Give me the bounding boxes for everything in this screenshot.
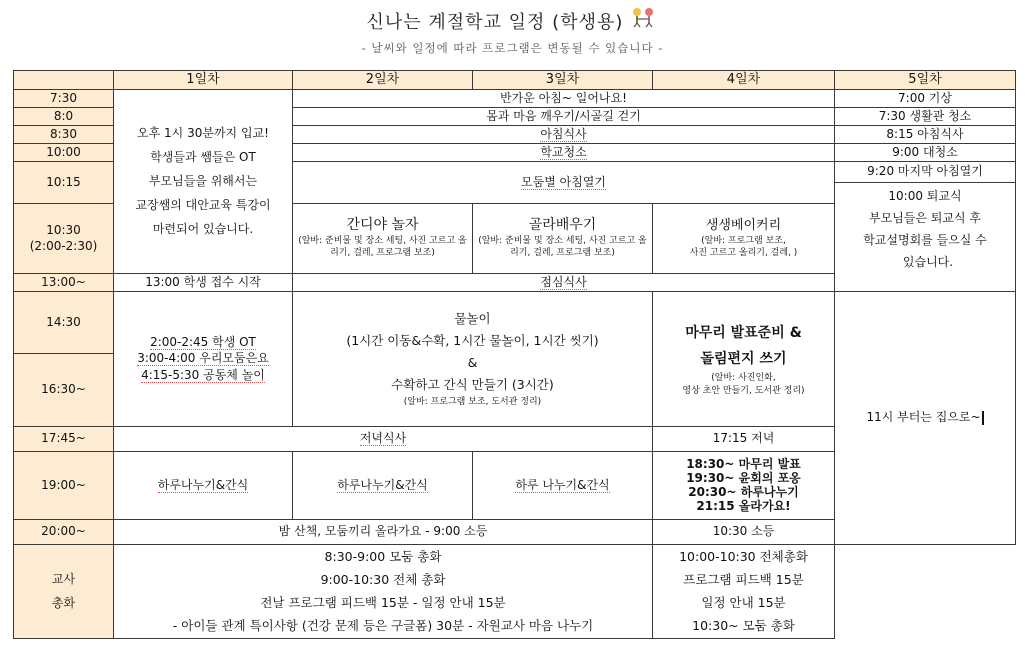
day5-closing-cell	[835, 182, 1016, 291]
day1-afternoon-line: 2:00-2:45 학생 OT	[150, 335, 256, 350]
day5-closing-line: 부모님들은 퇴교식 후	[869, 210, 981, 225]
day4-staff-line: 10:00-10:30 전체총화	[679, 549, 808, 565]
day1-evening-cell: 하루나누기&간식	[114, 451, 293, 519]
header-day-2: 2일차	[293, 71, 473, 90]
time-cell: 10:15	[14, 161, 114, 203]
time-cell: 8:0	[14, 107, 114, 125]
day3-activity: 골라배우기	[528, 217, 597, 234]
day5-item: 7:30 생활관 청소	[835, 107, 1016, 125]
day5-closing-line: 있습니다.	[902, 254, 954, 269]
time-cell: 10:30 (2:00-2:30)	[14, 203, 114, 273]
day1-arrival-line: 학생들과 쌤들은 OT	[150, 150, 256, 165]
day4-bakery-cell	[653, 203, 835, 273]
dinner-cell: 저녁식사	[114, 426, 653, 451]
kids-icon	[628, 13, 658, 32]
header-day-5: 5일차	[835, 71, 1016, 90]
water-detail: (1시간 이동&수확, 1시간 물놀이, 1시간 씻기)	[346, 333, 599, 349]
day4-lights-cell: 10:30 소등	[653, 519, 835, 544]
day4-bakery-staff: (알바: 프로그램 보조,	[701, 235, 786, 246]
staff-meeting-line: 전날 프로그램 피드백 15분 - 일정 안내 15분	[260, 595, 506, 611]
day3-evening-cell: 하루 나누기&간식	[473, 451, 653, 519]
day2-activity: 간디야 놀자	[346, 217, 419, 234]
page-title: 신나는 계절학교 일정 (학생용)	[366, 12, 624, 33]
day4-staff-line: 일정 안내 15분	[701, 595, 786, 611]
day1-afternoon-cell	[114, 291, 293, 426]
day2-activity-cell	[293, 203, 473, 273]
day4-final-prep-cell	[653, 291, 835, 426]
header-day-3: 3일차	[473, 71, 653, 90]
header-row	[14, 71, 1016, 90]
lunch-cell: 점심식사	[293, 273, 835, 291]
day4-final-prep: 돌림편지 쓰기	[700, 351, 787, 368]
time-cell: 7:30	[14, 89, 114, 107]
day4-staff-meeting-cell	[653, 544, 835, 638]
day1-arrival-cell	[114, 89, 293, 273]
time-cell: 16:30~	[14, 353, 114, 426]
day5-item: 7:00 기상	[835, 89, 1016, 107]
day4-evening-line: 21:15 올라가요!	[696, 499, 791, 514]
header-day-4: 4일차	[653, 71, 835, 90]
time-cell: 8:30	[14, 125, 114, 143]
walk-cell: 몸과 마음 깨우기/시골길 걷기	[293, 107, 835, 125]
breakfast-cell: 아침식사	[293, 125, 835, 143]
day4-evening-line: 18:30~ 마무리 발표	[686, 457, 801, 472]
day4-final-staff: (알바: 사진인화,	[711, 373, 776, 384]
staff-meeting-line: - 아이들 관계 특이사항 (건강 문제 등은 구글폼) 30분 - 자원교사 마음 나누기	[172, 618, 594, 634]
day4-staff-line: 프로그램 피드백 15분	[683, 572, 804, 588]
time-cell: 19:00~	[14, 451, 114, 519]
day1-arrival-line: 마련되어 있습니다.	[152, 222, 254, 237]
day5-closing-line: 학교설명회를 들으실 수	[863, 232, 987, 247]
night-walk-cell: 밤 산책, 모둠끼리 올라가요 - 9:00 소등	[114, 519, 653, 544]
day2-evening-cell: 하루나누기&간식	[293, 451, 473, 519]
day4-staff-line: 10:30~ 모둠 총화	[692, 618, 795, 634]
title-area	[0, 6, 1025, 34]
day3-staff-note: (알바: 준비물 및 장소 세팅, 사진 고르고 올리기, 걸레, 프로그램 보조)	[478, 236, 647, 259]
day1-arrival-line: 부모님들을 위해서는	[148, 174, 258, 189]
staff-meeting-line: 8:30-9:00 모둠 총화	[324, 549, 442, 565]
day4-evening-line: 20:30~ 하루나누기	[688, 485, 799, 500]
harvest: 수확하고 간식 만들기 (3시간)	[391, 377, 554, 393]
staff-meeting-line: 9:00-10:30 전체 총화	[320, 572, 446, 588]
day2-staff-note: (알바: 준비물 및 장소 세팅, 사진 고르고 올리기, 걸레, 프로그램 보조)	[298, 236, 467, 259]
day1-arrival-line: 오후 1시 30분까지 입교!	[137, 126, 269, 141]
day4-final-staff: 영상 초안 만들기, 도서관 정리)	[682, 385, 805, 396]
schedule-table	[13, 70, 1016, 639]
day5-home: 11시 부터는 집으로~	[866, 410, 981, 425]
time-cell: 20:00~	[14, 519, 114, 544]
day4-bakery: 생생베이커리	[705, 218, 782, 234]
time-cell: 10:00	[14, 143, 114, 161]
day1-arrival-line: 교장쌤의 대안교육 특강이	[135, 198, 271, 213]
day4-final-prep: 마무리 발표준비 &	[685, 325, 802, 342]
staff-meeting-cell	[114, 544, 653, 638]
header-day-1: 1일차	[114, 71, 293, 90]
cleaning-cell: 학교청소	[293, 143, 835, 161]
time-cell: 13:00~	[14, 273, 114, 291]
header-time-corner	[14, 71, 114, 90]
row-1430	[14, 291, 1016, 353]
row-staff	[14, 544, 1016, 638]
time-cell: 14:30	[14, 291, 114, 353]
morning-meeting-cell: 모둠별 아침열기	[293, 161, 835, 203]
water-harvest-cell	[293, 291, 653, 426]
day5-home-cell	[835, 291, 1016, 544]
day4-dinner-cell: 17:15 저녁	[653, 426, 835, 451]
day4-evening-cell	[653, 451, 835, 519]
time-cell: 교사 총화	[14, 544, 114, 638]
day4-evening-line: 19:30~ 윤회의 포옹	[686, 471, 801, 486]
day1-afternoon-line: 4:15-5:30 공동체 놀이	[141, 367, 265, 382]
day5-closing-line: 10:00 퇴교식	[888, 188, 962, 203]
day5-item: 8:15 아침식사	[835, 125, 1016, 143]
time-cell: 17:45~	[14, 426, 114, 451]
day3-activity-cell	[473, 203, 653, 273]
row-0730	[14, 89, 1016, 107]
water-title: 물놀이	[454, 311, 491, 327]
amp: &	[467, 355, 478, 371]
day4-bakery-staff: 사진 고르고 올리기, 걸레, )	[689, 247, 798, 258]
wakeup-cell: 반가운 아침~ 일어나요!	[293, 89, 835, 107]
water-staff-note: (알바: 프로그램 보조, 도서관 정리)	[403, 397, 542, 408]
day5-item: 9:20 마지막 아침열기	[835, 161, 1016, 182]
day1-reception-cell: 13:00 학생 접수 시작	[114, 273, 293, 291]
text-cursor	[982, 411, 984, 425]
day5-item: 9:00 대청소	[835, 143, 1016, 161]
page-subtitle: - 날씨와 일정에 따라 프로그램은 변동될 수 있습니다 -	[361, 41, 664, 55]
day1-afternoon-line: 3:00-4:00 우리모둠은요	[137, 351, 269, 366]
